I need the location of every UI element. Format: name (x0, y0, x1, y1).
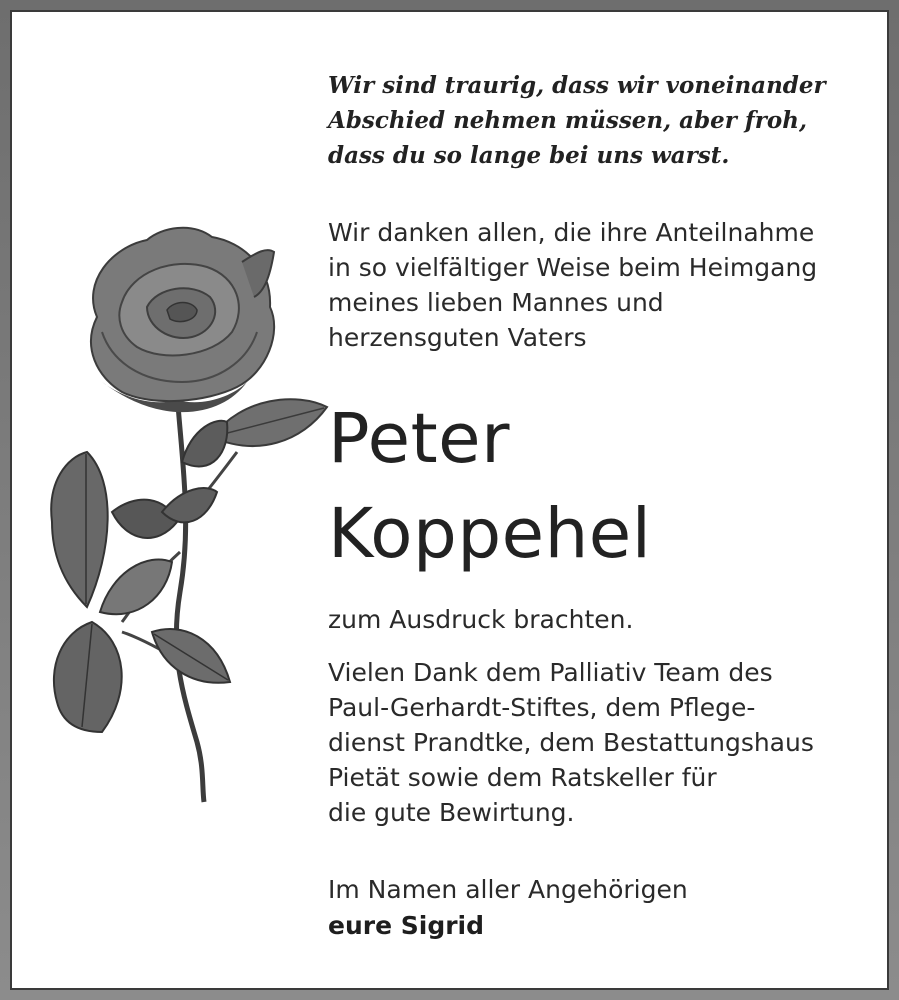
special-thanks: Vielen Dank dem Palliativ Team des Paul-Gerhardt-Stiftes, dem Pflege- dienst Prandtke, dem Bestattungshaus Pietät sowie dem Ratskeller für die gute Bewirtung. (328, 658, 814, 827)
obituary-card (10, 10, 889, 990)
thanks-close: zum Ausdruck brachten. (328, 605, 634, 634)
thanks-intro: Wir danken allen, die ihre Anteilnahme in so vielfältiger Weise beim Heimgang meines lieben Mannes und herzensguten Vaters (328, 218, 818, 352)
deceased-last-name: Koppehel (328, 494, 652, 574)
verse: Wir sind traurig, dass wir voneinander Abschied nehmen müssen, aber froh, dass du so lange bei uns warst. (328, 72, 826, 169)
deceased-first-name: Peter (328, 399, 510, 479)
on-behalf: Im Namen aller Angehörigen (328, 875, 688, 904)
signature: eure Sigrid (328, 911, 485, 940)
rose-illustration (42, 222, 337, 807)
deceased-name (328, 392, 651, 582)
